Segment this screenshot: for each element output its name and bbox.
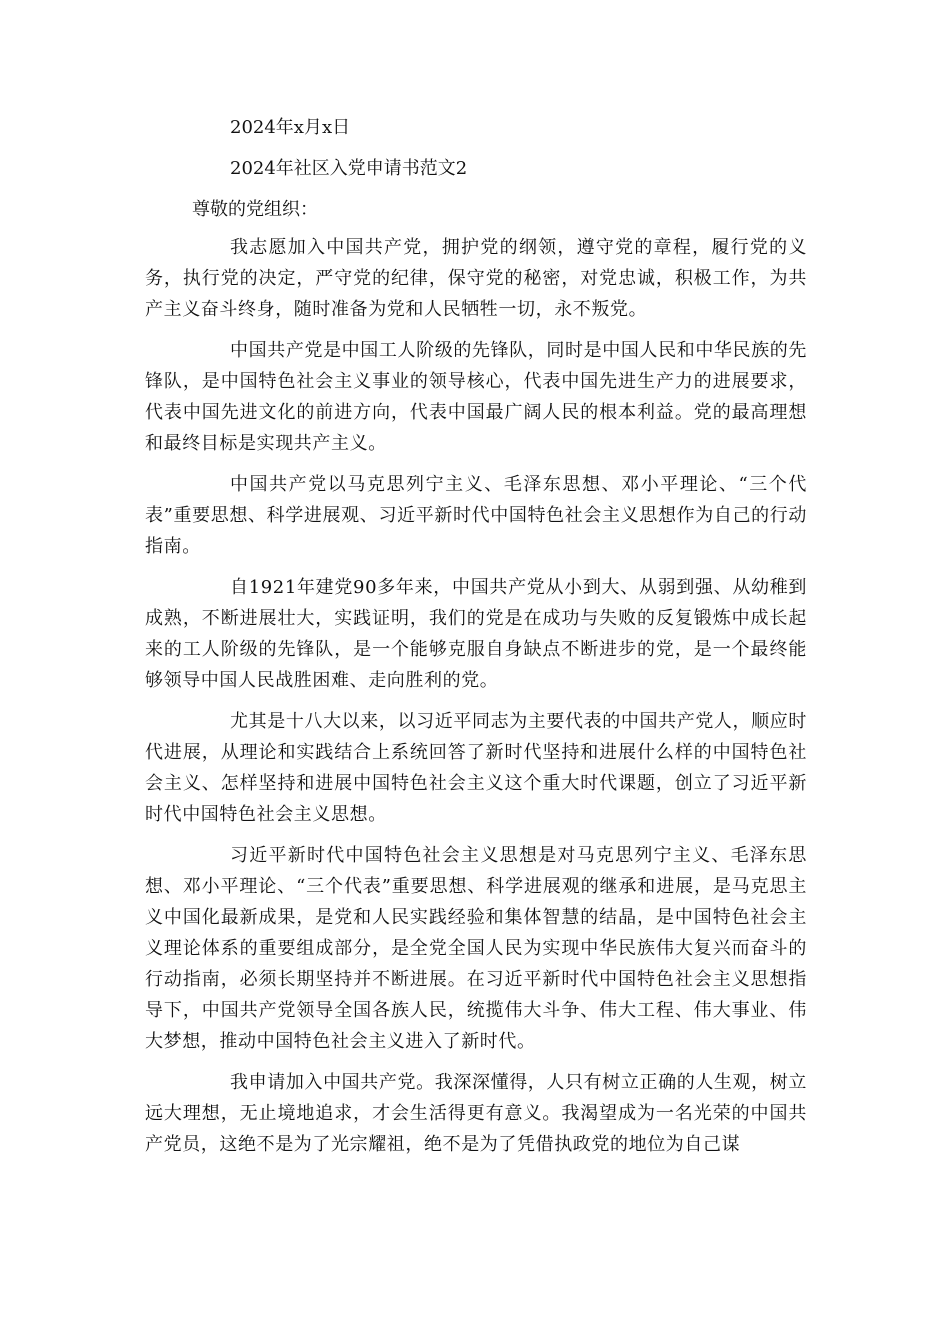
paragraph: 尤其是十八大以来，以习近平同志为主要代表的中国共产党人，顺应时代进展，从理论和实践结合上系统回答了新时代坚持和进展什么样的中国特色社会主义、怎样坚持和进展中国特色社会主义这个重大时代课题，创立了习近平新时代中国特色社会主义思想。 — [145, 711, 807, 825]
date-line: 2024年x月x日 — [230, 117, 351, 138]
document-title: 2024年社区入党申请书范文2 — [230, 158, 468, 179]
paragraph: 中国共产党是中国工人阶级的先锋队，同时是中国人民和中华民族的先锋队，是中国特色社会主义事业的领导核心，代表中国先进生产力的进展要求，代表中国先进文化的前进方向，代表中国最广阔人民的根本利益。党的最高理想和最终目标是实现共产主义。 — [145, 340, 807, 454]
document-body — [145, 232, 807, 1170]
paragraph: 自1921年建党90多年来，中国共产党从小到大、从弱到强、从幼稚到成熟，不断进展壮大，实践证明，我们的党是在成功与失败的反复锻炼中成长起来的工人阶级的先锋队，是一个能够克服自身缺点不断进步的党，是一个最终能够领导中国人民战胜困难、走向胜利的党。 — [145, 577, 807, 691]
salutation: 尊敬的党组织： — [192, 199, 318, 220]
paragraph: 中国共产党以马克思列宁主义、毛泽东思想、邓小平理论、“三个代表”重要思想、科学进展观、习近平新时代中国特色社会主义思想作为自己的行动指南。 — [145, 474, 807, 557]
paragraph: 习近平新时代中国特色社会主义思想是对马克思列宁主义、毛泽东思想、邓小平理论、“三个代表”重要思想、科学进展观的继承和进展，是马克思主义中国化最新成果，是党和人民实践经验和集体智慧的结晶，是中国特色社会主义理论体系的重要组成部分，是全党全国人民为实现中华民族伟大复兴而奋斗的行动指南，必须长期坚持并不断进展。在习近平新时代中国特色社会主义思想指导下，中国共产党领导全国各族人民，统揽伟大斗争、伟大工程、伟大事业、伟大梦想，推动中国特色社会主义进入了新时代。 — [145, 845, 807, 1052]
paragraph: 我申请加入中国共产党。我深深懂得，人只有树立正确的人生观，树立远大理想，无止境地追求，才会生活得更有意义。我渴望成为一名光荣的中国共产党员，这绝不是为了光宗耀祖，绝不是为了凭借执政党的地位为自己谋 — [145, 1072, 807, 1155]
paragraph: 我志愿加入中国共产党，拥护党的纲领，遵守党的章程，履行党的义务，执行党的决定，严守党的纪律，保守党的秘密，对党忠诚，积极工作，为共产主义奋斗终身，随时准备为党和人民牺牲一切，永不叛党。 — [145, 237, 807, 320]
